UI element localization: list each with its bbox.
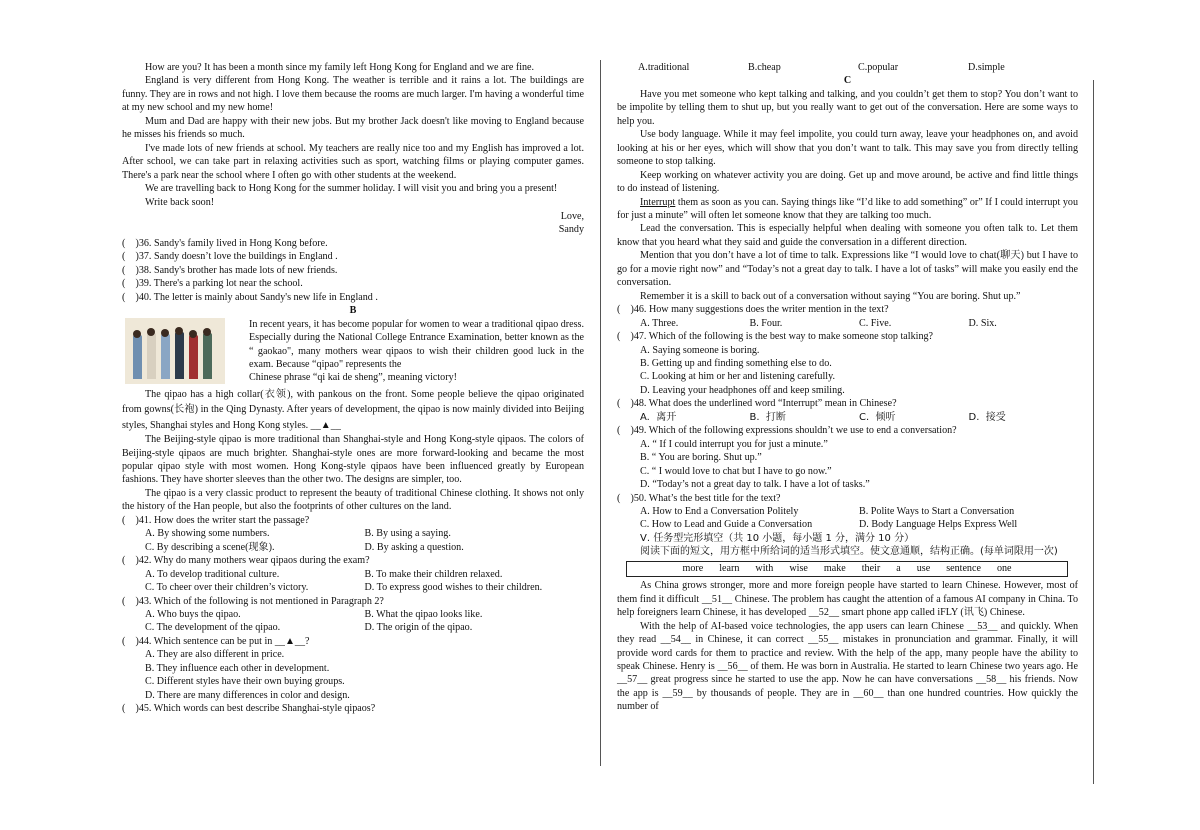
question-36: ( )36. Sandy's family lived in Hong Kong before. <box>122 237 328 249</box>
qipao-passage <box>122 318 584 385</box>
word-bank-item: more <box>682 563 704 575</box>
option-d: D. By asking a question. <box>364 541 464 553</box>
option-c: C. By describing a scene(现象). <box>145 541 275 553</box>
qipao-paragraph-4: The qipao is a very classic product to represent the beauty of traditional Chinese clothing. It shows not only the history of the Han people, but also the footprints of other cultures on the land. <box>122 487 584 513</box>
option-a: A. To develop traditional culture. <box>145 568 280 580</box>
option-b: B. To make their children relaxed. <box>364 568 503 580</box>
right-column <box>617 61 1078 714</box>
option-b: B. Polite Ways to Start a Conversation <box>859 505 1015 517</box>
question-47: ( )47. Which of the following is the best way to make someone stop talking? <box>617 331 934 343</box>
question-50: ( )50. What’s the best title for the text? <box>617 492 781 504</box>
options-42 <box>122 581 584 594</box>
option-b: B. What the qipao looks like. <box>364 609 483 620</box>
conversation-paragraph: Use body language. While it may feel impolite, you could turn away, leave your headphones on, and avoid looking at his or her eyes, which will show that you don’t want to talk. This may save you from directly telling someone to stop talking. <box>617 129 1078 168</box>
question-49: ( )49. Which of the following expressions shouldn’t we use to end a conversation? <box>617 425 957 437</box>
letter-paragraph: We are travelling back to Hong Kong for the summer holiday. I will visit you and bring you a present! <box>145 183 558 195</box>
option-d: D. There are many differences in color and design. <box>145 689 350 701</box>
left-column <box>122 61 584 716</box>
section-v-instruction: 阅读下面的短文，用方框中所给词的适当形式填空。使文意通顺，结构正确。(每单词限用一次) <box>640 546 1058 558</box>
question-42: ( )42. Why do many mothers wear qipaos during the exam? <box>122 555 370 567</box>
option-b: B.cheap <box>748 62 781 73</box>
option-b: B. Four. <box>749 317 783 329</box>
question-43: ( )43. Which of the following is not mentioned in Paragraph 2? <box>122 595 384 607</box>
letter-paragraph: Write back soon! <box>145 196 215 208</box>
option-a: A. By showing some numbers. <box>145 528 270 540</box>
conversation-paragraph: Lead the conversation. This is especially helpful when dealing with someone you often talk to. Let them know that you heard what they said and guide the conversation in a different direction. <box>617 223 1078 248</box>
options-43 <box>122 608 584 621</box>
word-bank-item: wise <box>789 563 808 575</box>
word-bank-item: a <box>896 563 901 575</box>
conversation-paragraph <box>617 196 1078 223</box>
option-a: A. How to End a Conversation Politely <box>640 505 799 517</box>
conversation-paragraph: Mention that you don’t have a lot of time to talk. Expressions like “I would love to chat(聊天) but I have to go for a movie right now” and “Today’s not a great day to talk. I have a lot of tasks” will make you easily end the conversation. <box>617 250 1078 289</box>
option-a: A. Three. <box>640 317 679 329</box>
option-b: B. Getting up and finding something else to do. <box>640 357 832 369</box>
option-b: B. They influence each other in development. <box>145 662 330 674</box>
section-b-label: B <box>349 305 357 317</box>
letter-paragraph: How are you? It has been a month since my family left Hong Kong for England and we are fine. <box>145 62 535 73</box>
options-42 <box>122 568 584 581</box>
option-d: D. 接受 <box>968 411 1006 423</box>
option-c: C.popular <box>858 62 899 73</box>
option-b: B. By using a saying. <box>364 528 451 540</box>
qipao-paragraph-3: The Beijing-style qipao is more traditional than Shanghai-style and Hong Kong-style qipaos. The colors of Beijing-style qipaos are much brighter. Shanghai-style ones are more forward-looking and became the most popular qipao style with most women. Hong Kong-style qipaos have been influenced greatly by European fashions. They have shorter sleeves than the other two. The designs are simpler, too. <box>122 434 584 486</box>
question-40: ( )40. The letter is mainly about Sandy's new life in England . <box>122 291 378 303</box>
question-46: ( )46. How many suggestions does the writer mention in the text? <box>617 304 889 316</box>
word-bank-item: learn <box>719 563 740 575</box>
letter-paragraph: Mum and Dad are happy with their new jobs. But my brother Jack doesn't like moving to England because he misses his friends so much. <box>122 115 584 141</box>
section-c-label: C <box>843 75 852 87</box>
letter-signature: Sandy <box>558 224 584 236</box>
option-b: B. 打断 <box>749 411 786 423</box>
paragraph-text: them as soon as you can. Saying things like “I’d like to add something” or” If I could interrupt you for just a minute” will often let someone know that they are talking too much. <box>617 196 1078 221</box>
options-50 <box>617 505 1078 518</box>
options-41 <box>122 527 584 540</box>
question-39: ( )39. There's a parking lot near the school. <box>122 278 303 290</box>
letter-paragraph: England is very different from Hong Kong. The weather is terrible and it rains a lot. The buildings are funny. They are in rows and not high. I love them because the rooms are much larger. I'm having a wonderful time at my new school and my new home! <box>122 75 584 114</box>
option-a: A. “ If I could interrupt you for just a minute.” <box>640 438 828 450</box>
options-43 <box>122 621 584 634</box>
question-48: ( )48. What does the underlined word “Interrupt” mean in Chinese? <box>617 398 897 410</box>
question-37: ( )37. Sandy doesn’t love the buildings in England . <box>122 251 338 263</box>
option-c: C. Five. <box>859 317 892 329</box>
column-divider <box>600 60 601 766</box>
word-bank-item: use <box>916 563 931 575</box>
option-a: A. They are also different in price. <box>145 649 285 661</box>
question-41: ( )41. How does the writer start the passage? <box>122 514 310 526</box>
option-b: B. “ You are boring. Shut up.” <box>640 452 762 464</box>
word-bank-item: with <box>755 563 774 575</box>
word-bank-item: one <box>996 563 1012 575</box>
option-a: A. Saying someone is boring. <box>640 344 760 356</box>
question-45: ( )45. Which words can best describe Shanghai-style qipaos? <box>122 703 376 715</box>
options-41 <box>122 541 584 554</box>
option-d: D. To express good wishes to their children. <box>364 582 543 594</box>
cloze-paragraph-2: With the help of AI-based voice technologies, the app users can learn Chinese __53__ and quickly. When they read __54__ in Chinese, it can correct __55__ mistakes in pronunciation and grammar. Finally, it will provide word cards for them to practice and review. With the help of the app, many people have the ability to speak Chinese. Henry is __56__ of them. He was born in Australia. He started to learn Chinese two years ago. He __57__ great progress since he started to use the app. Now he can have conversations __58__ his friends. Now the app is __59__ by thousands of people. They are in __60__ than one hundred countries. How quickly the number of <box>617 620 1078 713</box>
option-c: C. To cheer over their children’s victory. <box>145 582 309 594</box>
option-d: D.simple <box>968 62 1005 73</box>
letter-closing: Love, <box>560 210 584 222</box>
option-c: C. “ I would love to chat but I have to go now.” <box>640 465 832 477</box>
underlined-word-interrupt: Interrupt <box>640 196 676 208</box>
option-d: D. Leaving your headphones off and keep smiling. <box>640 384 845 396</box>
option-c: C. How to Lead and Guide a Conversation <box>640 519 813 531</box>
question-44: ( )44. Which sentence can be put in __▲__? <box>122 635 310 647</box>
right-margin-line <box>1093 80 1094 784</box>
option-c: C. The development of the qipao. <box>145 622 281 634</box>
options-48 <box>617 411 1078 424</box>
qipao-paragraph-2: The qipao has a high collar(衣领), with pankous on the front. Some people believe the qipao originated from gowns(长袍) in the Qing Dynasty. After years of development, the qipao is now mainly divided into Beijing styles, Shanghai styles and Hong Kong styles. __▲__ <box>122 388 584 431</box>
word-bank-item: their <box>861 563 881 575</box>
option-d: D. Six. <box>968 317 997 329</box>
option-a: A. Who buys the qipao. <box>145 609 241 620</box>
option-d: D. Body Language Helps Express Well <box>859 519 1018 531</box>
word-bank-item: make <box>823 563 846 575</box>
word-bank-box <box>626 561 1068 577</box>
option-c: C. Different styles have their own buying groups. <box>145 676 345 688</box>
qipao-paragraph-1b: Chinese phrase “qi kai de sheng”, meaning victory! <box>249 372 457 384</box>
option-c: C. 倾听 <box>859 411 896 423</box>
option-d: D. “Today’s not a great day to talk. I have a lot of tasks.” <box>640 479 870 491</box>
qipao-paragraph-1: In recent years, it has become popular for women to wear a traditional qipao dress. Especially during the National College Entrance Examination, better known as the “ gaokao", many mothers wear qipaos to wish their children good luck in the exam. Because “qipao" represents the <box>249 318 584 370</box>
cloze-paragraph-1: As China grows stronger, more and more foreign people have started to learn Chinese. However, most of them find it difficult __51__ Chinese. The problem has caught the attention of a famous AI company in China. To help foreigners learn Chinese, it has developed __52__ smart phone app called iFLY (讯飞) Chinese. <box>617 580 1078 619</box>
letter-paragraph: I've made lots of new friends at school. My teachers are really nice too and my English has improved a lot. After school, we can take part in relaxing activities such as sport, watching films or playing computer games. There's a park near the school where I often go with other students at the weekend. <box>122 142 584 181</box>
option-a: A.traditional <box>638 62 690 73</box>
option-d: D. The origin of the qipao. <box>364 622 473 634</box>
question-38: ( )38. Sandy's brother has made lots of new friends. <box>122 264 338 276</box>
conversation-paragraph: Have you met someone who kept talking and talking, and you couldn’t get them to stop? You don’t want to be impolite by telling them to shut up, but you really want to get out of the conversation. Here are some ways to help you. <box>617 88 1078 127</box>
options-46 <box>617 317 1078 330</box>
conversation-paragraph: Keep working on whatever activity you are doing. Get up and move around, be active and find little things to do instead of listening. <box>617 169 1078 195</box>
conversation-paragraph: Remember it is a skill to back out of a conversation without saying “You are boring. Shut up.” <box>640 290 1021 302</box>
option-c: C. Looking at him or her and listening carefully. <box>640 371 836 383</box>
section-v-heading: Ⅴ. 任务型完形填空（共 10 小题，每小题 1 分，满分 10 分） <box>640 532 915 544</box>
options-50 <box>617 518 1078 531</box>
option-a: A. 离开 <box>640 411 677 423</box>
qipao-women-image <box>125 318 225 384</box>
word-bank-item: sentence <box>946 563 981 575</box>
options-45 <box>617 61 1078 74</box>
